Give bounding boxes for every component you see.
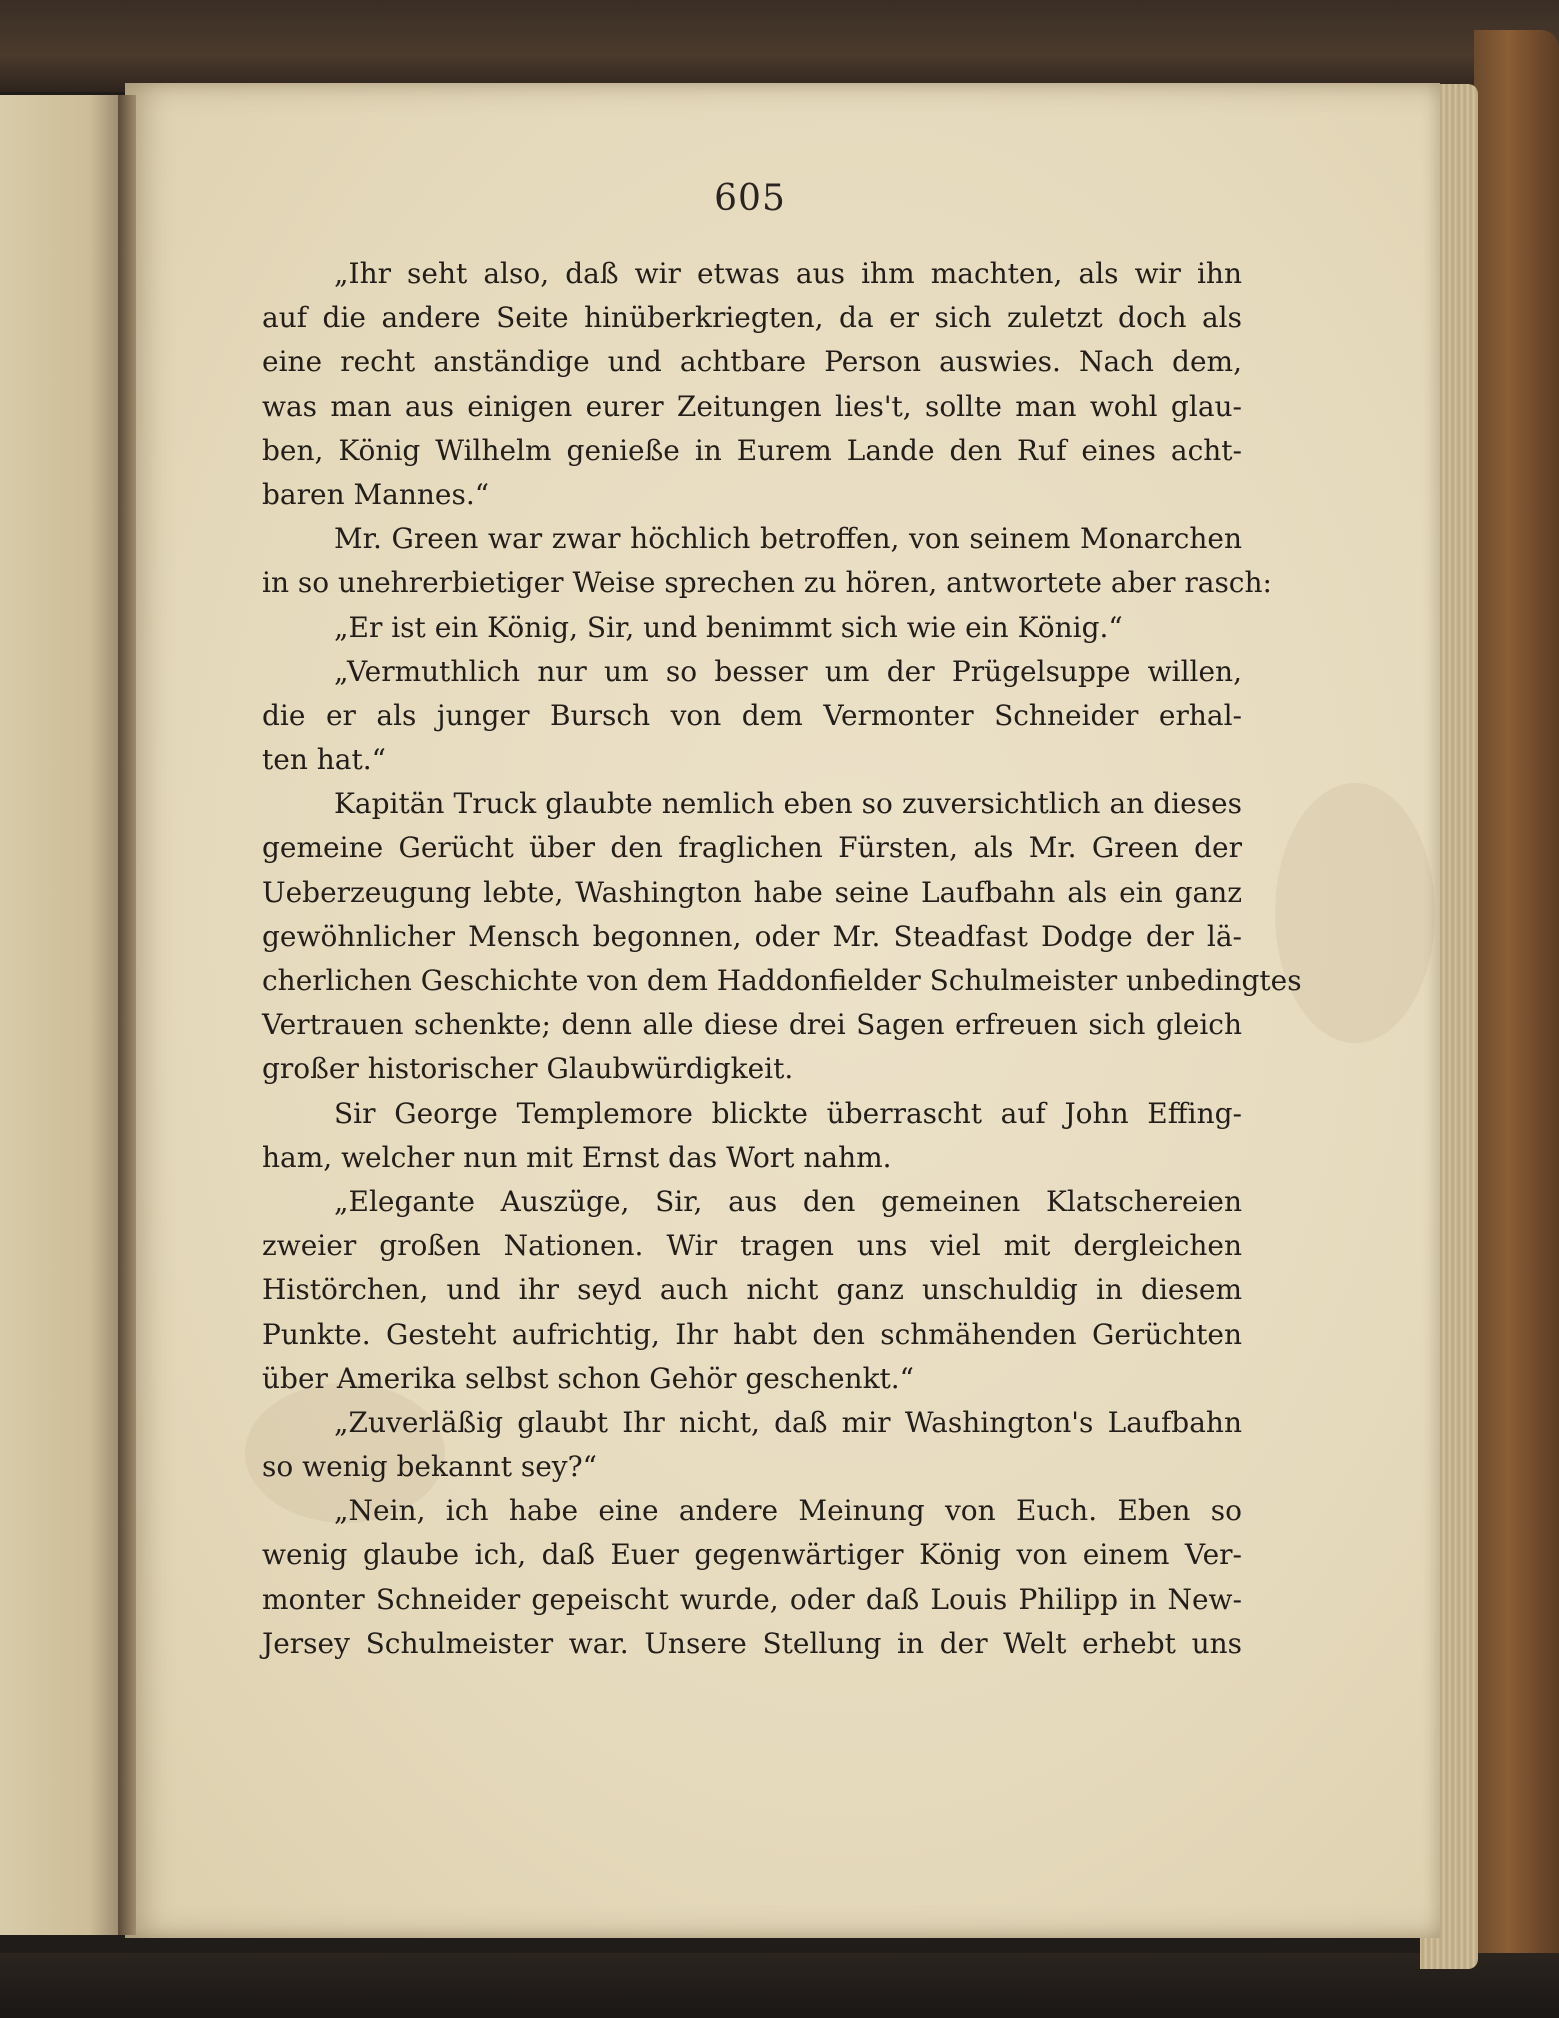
text-line: eine recht anständige und achtbare Person auswies. Nach dem, [262, 345, 1242, 379]
text-line: „Ihr seht also, daß wir etwas aus ihm machten, als wir ihn [334, 257, 1242, 290]
left-page-edge [0, 95, 128, 1935]
text-line: die er als junger Bursch von dem Vermonter Schneider erhal- [262, 698, 1242, 732]
text-line: was man aus einigen eurer Zeitungen lies't, sollte man wohl glau- [262, 389, 1242, 423]
text-line: wenig glaube ich, daß Euer gegenwärtiger König von einem Ver- [262, 1538, 1242, 1572]
text-line: „Elegante Auszüge, Sir, aus den gemeinen Klatschereien [334, 1184, 1242, 1218]
book-cover-top [0, 0, 1559, 92]
book-gutter [118, 95, 136, 1935]
text-line: cherlichen Geschichte von dem Haddonfielder Schulmeister unbedingtes [262, 964, 1302, 997]
paper-stain [1275, 783, 1435, 1043]
page-number: 605 [714, 178, 786, 219]
text-line: baren Mannes.“ [262, 477, 490, 511]
text-line: ham, welcher nun mit Ernst das Wort nahm. [262, 1140, 892, 1174]
text-line: in so unehrerbietiger Weise sprechen zu hören, antwortete aber rasch: [262, 566, 1272, 600]
text-line: Sir George Templemore blickte überrascht auf John Effing- [334, 1096, 1242, 1130]
text-line: zweier großen Nationen. Wir tragen uns viel mit dergleichen [262, 1229, 1242, 1263]
book-cover-bottom [0, 1953, 1559, 2018]
text-line: „Zuverläßig glaubt Ihr nicht, daß mir Washington's Laufbahn [334, 1405, 1242, 1439]
text-line: Ueberzeugung lebte, Washington habe seine Laufbahn als ein ganz [262, 875, 1242, 909]
text-line: Kapitän Truck glaubte nemlich eben so zuversichtlich an dieses [334, 787, 1242, 821]
text-line: Jersey Schulmeister war. Unsere Stellung in der Welt erhebt uns [262, 1626, 1242, 1660]
text-line: über Amerika selbst schon Gehör geschenkt.“ [262, 1361, 914, 1395]
text-line: „Nein, ich habe eine andere Meinung von Euch. Eben so [334, 1494, 1242, 1528]
text-line: großer historischer Glaubwürdigkeit. [262, 1052, 794, 1086]
text-line: Punkte. Gesteht aufrichtig, Ihr habt den schmähenden Gerüchten [262, 1317, 1242, 1351]
text-line: gewöhnlicher Mensch begonnen, oder Mr. Steadfast Dodge der lä- [262, 919, 1242, 953]
text-line: gemeine Gerücht über den fraglichen Fürsten, als Mr. Green der [262, 831, 1242, 865]
text-line: „Vermuthlich nur um so besser um der Prügelsuppe willen, [334, 654, 1242, 688]
text-line: auf die andere Seite hinüberkriegten, da er sich zuletzt doch als [262, 301, 1242, 335]
text-line: Vertrauen schenkte; denn alle diese drei Sagen erfreuen sich gleich [262, 1008, 1242, 1042]
body-text [262, 252, 1302, 1666]
book-cover-right-edge [1474, 30, 1559, 1980]
text-line: ben, König Wilhelm genieße in Eurem Lande den Ruf eines acht- [262, 433, 1242, 467]
text-line: ten hat.“ [262, 743, 386, 777]
text-line: „Er ist ein König, Sir, und benimmt sich wie ein König.“ [334, 610, 1123, 644]
text-line: so wenig bekannt sey?“ [262, 1450, 597, 1484]
text-line: Histörchen, und ihr seyd auch nicht ganz unschuldig in diesem [262, 1273, 1242, 1307]
text-line: monter Schneider gepeischt wurde, oder daß Louis Philipp in New- [262, 1582, 1242, 1616]
text-line: Mr. Green war zwar höchlich betroffen, von seinem Monarchen [334, 522, 1242, 556]
